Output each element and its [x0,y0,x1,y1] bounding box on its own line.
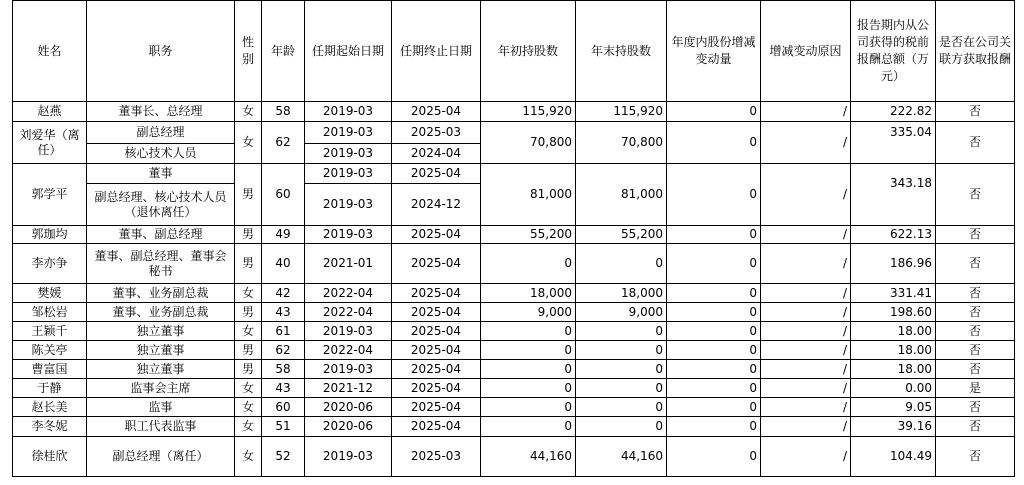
cell-change-reason: / [761,122,851,164]
cell-term-end: 2025-04 [392,303,481,322]
cell-shares-end: 44,160 [576,437,667,477]
cell-shares-change: 0 [667,360,761,379]
cell-gender: 男 [235,226,262,244]
cell-name: 郭珈均 [13,226,87,244]
cell-compensation: 335.04 [851,122,936,164]
cell-age: 60 [262,398,305,417]
cell-term-end: 2025-04 [392,398,481,417]
cell-shares-begin: 115,920 [481,102,576,122]
cell-name: 李冬妮 [13,417,87,437]
cell-term-end: 2025-04 [392,379,481,398]
cell-term-end: 2025-04 [392,284,481,303]
cell-gender: 女 [235,322,262,341]
header-position: 职务 [87,1,235,102]
cell-shares-change: 0 [667,341,761,360]
header-compensation: 报告期内从公司获得的税前报酬总额（万元） [851,1,936,102]
cell-shares-begin: 44,160 [481,437,576,477]
cell-related-party-pay: 否 [936,226,1015,244]
cell-shares-end: 0 [576,398,667,417]
cell-related-party-pay: 否 [936,122,1015,164]
cell-compensation: 18.00 [851,341,936,360]
cell-compensation: 343.18 [851,164,936,226]
cell-age: 61 [262,322,305,341]
cell-related-party-pay: 是 [936,379,1015,398]
cell-term-end-secondary: 2024-04 [392,144,481,164]
cell-gender: 男 [235,164,262,226]
cell-related-party-pay: 否 [936,360,1015,379]
cell-gender: 男 [235,244,262,284]
cell-term-start: 2022-04 [305,284,392,303]
cell-term-end: 2025-04 [392,164,481,184]
cell-term-end: 2025-03 [392,437,481,477]
cell-term-start: 2020-06 [305,417,392,437]
cell-related-party-pay: 否 [936,164,1015,226]
cell-term-start: 2022-04 [305,303,392,322]
cell-position: 董事、副总经理 [87,226,235,244]
header-term-end: 任期终止日期 [392,1,481,102]
table-row [13,226,1015,244]
cell-change-reason: / [761,398,851,417]
cell-term-start: 2022-04 [305,341,392,360]
cell-compensation: 0.00 [851,379,936,398]
header-term-start: 任期起始日期 [305,1,392,102]
cell-related-party-pay: 否 [936,102,1015,122]
cell-age: 58 [262,102,305,122]
cell-compensation: 331.41 [851,284,936,303]
table-row [13,341,1015,360]
cell-term-start: 2019-03 [305,226,392,244]
cell-name: 赵燕 [13,102,87,122]
cell-name: 樊媛 [13,284,87,303]
cell-gender: 男 [235,341,262,360]
cell-shares-change: 0 [667,122,761,164]
cell-related-party-pay: 否 [936,284,1015,303]
cell-shares-begin: 0 [481,379,576,398]
cell-position: 独立董事 [87,322,235,341]
cell-term-end: 2025-04 [392,417,481,437]
cell-shares-change: 0 [667,303,761,322]
cell-change-reason: / [761,322,851,341]
cell-term-end: 2025-04 [392,341,481,360]
cell-term-end: 2025-03 [392,122,481,144]
cell-name: 郭学平 [13,164,87,226]
cell-shares-begin: 0 [481,244,576,284]
cell-shares-begin: 18,000 [481,284,576,303]
cell-compensation: 9.05 [851,398,936,417]
cell-gender: 女 [235,284,262,303]
cell-position: 监事 [87,398,235,417]
cell-name: 赵长美 [13,398,87,417]
cell-position: 董事、业务副总裁 [87,284,235,303]
cell-shares-end: 81,000 [576,164,667,226]
cell-age: 60 [262,164,305,226]
cell-shares-change: 0 [667,102,761,122]
cell-age: 62 [262,122,305,164]
cell-change-reason: / [761,102,851,122]
cell-position: 副总经理（离任） [87,437,235,477]
cell-gender: 女 [235,122,262,164]
cell-related-party-pay: 否 [936,437,1015,477]
cell-name: 陈关亭 [13,341,87,360]
cell-shares-begin: 0 [481,398,576,417]
cell-term-start: 2019-03 [305,322,392,341]
cell-term-start: 2021-12 [305,379,392,398]
cell-change-reason: / [761,379,851,398]
cell-shares-begin: 0 [481,322,576,341]
cell-age: 52 [262,437,305,477]
cell-compensation: 18.00 [851,322,936,341]
cell-age: 51 [262,417,305,437]
cell-shares-change: 0 [667,379,761,398]
cell-compensation: 104.49 [851,437,936,477]
header-shares-begin: 年初持股数 [481,1,576,102]
header-change-reason: 增减变动原因 [761,1,851,102]
cell-gender: 男 [235,303,262,322]
cell-position: 独立董事 [87,341,235,360]
cell-age: 43 [262,379,305,398]
cell-position: 董事、副总经理、董事会秘书 [87,244,235,284]
cell-term-start: 2019-03 [305,437,392,477]
cell-term-end-secondary: 2024-12 [392,184,481,226]
cell-compensation: 622.13 [851,226,936,244]
cell-shares-begin: 70,800 [481,122,576,164]
cell-gender: 女 [235,379,262,398]
table-row [13,417,1015,437]
cell-term-start: 2021-01 [305,244,392,284]
cell-change-reason: / [761,360,851,379]
cell-position: 副总经理 [87,122,235,144]
cell-related-party-pay: 否 [936,322,1015,341]
header-gender: 性别 [235,1,262,102]
cell-shares-end: 115,920 [576,102,667,122]
cell-term-end: 2025-04 [392,322,481,341]
cell-position: 董事 [87,164,235,184]
cell-shares-change: 0 [667,284,761,303]
cell-age: 40 [262,244,305,284]
cell-age: 58 [262,360,305,379]
cell-shares-end: 0 [576,322,667,341]
cell-position-secondary: 核心技术人员 [87,144,235,164]
cell-change-reason: / [761,303,851,322]
cell-term-start-secondary: 2019-03 [305,184,392,226]
cell-shares-begin: 0 [481,417,576,437]
cell-related-party-pay: 否 [936,303,1015,322]
cell-compensation: 198.60 [851,303,936,322]
cell-shares-begin: 81,000 [481,164,576,226]
cell-term-end: 2025-04 [392,360,481,379]
cell-shares-end: 0 [576,417,667,437]
cell-shares-change: 0 [667,226,761,244]
table-row [13,303,1015,322]
header-name: 姓名 [13,1,87,102]
executive-compensation-table [12,0,1015,477]
cell-gender: 男 [235,360,262,379]
table-row [13,284,1015,303]
cell-shares-end: 18,000 [576,284,667,303]
cell-term-end: 2025-04 [392,102,481,122]
header-related-party-pay: 是否在公司关联方获取报酬 [936,1,1015,102]
cell-shares-end: 0 [576,379,667,398]
table-row [13,322,1015,341]
cell-shares-end: 9,000 [576,303,667,322]
header-age: 年龄 [262,1,305,102]
cell-related-party-pay: 否 [936,398,1015,417]
cell-term-start: 2019-03 [305,102,392,122]
cell-name: 李亦争 [13,244,87,284]
cell-shares-begin: 55,200 [481,226,576,244]
cell-compensation: 39.16 [851,417,936,437]
cell-term-start: 2019-03 [305,360,392,379]
header-row [13,1,1015,102]
cell-shares-change: 0 [667,398,761,417]
cell-change-reason: / [761,341,851,360]
cell-term-start: 2020-06 [305,398,392,417]
cell-term-start: 2019-03 [305,122,392,144]
cell-shares-change: 0 [667,244,761,284]
cell-name: 刘爱华（离任） [13,122,87,164]
cell-term-end: 2025-04 [392,226,481,244]
table-row [13,244,1015,284]
cell-position: 监事会主席 [87,379,235,398]
cell-gender: 女 [235,102,262,122]
cell-shares-begin: 9,000 [481,303,576,322]
cell-term-end: 2025-04 [392,244,481,284]
cell-age: 43 [262,303,305,322]
cell-compensation: 186.96 [851,244,936,284]
cell-related-party-pay: 否 [936,341,1015,360]
cell-shares-end: 55,200 [576,226,667,244]
cell-position: 董事长、总经理 [87,102,235,122]
header-shares-end: 年末持股数 [576,1,667,102]
cell-change-reason: / [761,226,851,244]
cell-shares-end: 0 [576,244,667,284]
cell-change-reason: / [761,437,851,477]
cell-shares-change: 0 [667,417,761,437]
table-row [13,122,1015,144]
cell-change-reason: / [761,164,851,226]
cell-term-start-secondary: 2019-03 [305,144,392,164]
cell-change-reason: / [761,284,851,303]
cell-compensation: 222.82 [851,102,936,122]
table-row [13,379,1015,398]
cell-position-secondary: 副总经理、核心技术人员（退休离任） [87,184,235,226]
cell-change-reason: / [761,417,851,437]
table-row [13,437,1015,477]
table-row [13,398,1015,417]
cell-shares-begin: 0 [481,360,576,379]
cell-age: 42 [262,284,305,303]
table-row [13,360,1015,379]
cell-position: 董事、业务副总裁 [87,303,235,322]
cell-change-reason: / [761,244,851,284]
cell-compensation: 18.00 [851,360,936,379]
cell-name: 于静 [13,379,87,398]
cell-shares-begin: 0 [481,341,576,360]
header-shares-change: 年度内股份增减变动量 [667,1,761,102]
cell-shares-change: 0 [667,322,761,341]
cell-term-start: 2019-03 [305,164,392,184]
table-row [13,164,1015,184]
cell-name: 王颖千 [13,322,87,341]
cell-position: 独立董事 [87,360,235,379]
cell-gender: 女 [235,398,262,417]
cell-shares-change: 0 [667,164,761,226]
cell-shares-end: 0 [576,341,667,360]
cell-related-party-pay: 否 [936,244,1015,284]
cell-name: 徐桂欣 [13,437,87,477]
cell-name: 曹富国 [13,360,87,379]
cell-position: 职工代表监事 [87,417,235,437]
cell-gender: 女 [235,437,262,477]
cell-name: 邹松岩 [13,303,87,322]
cell-shares-end: 70,800 [576,122,667,164]
cell-age: 49 [262,226,305,244]
table-row [13,102,1015,122]
cell-gender: 女 [235,417,262,437]
cell-shares-end: 0 [576,360,667,379]
cell-age: 62 [262,341,305,360]
cell-shares-change: 0 [667,437,761,477]
cell-related-party-pay: 否 [936,417,1015,437]
